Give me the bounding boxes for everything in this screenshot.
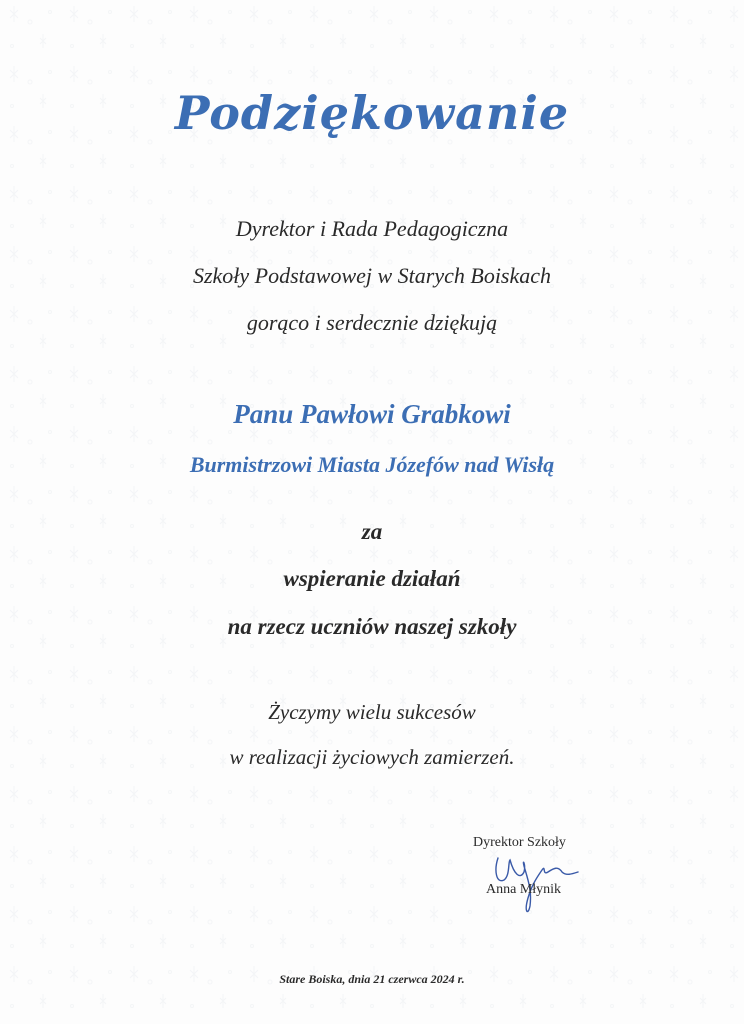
intro-line-3: gorąco i serdecznie dziękują — [246, 310, 498, 335]
reason-line-3: na rzecz uczniów naszej szkoły — [227, 614, 517, 639]
wish-line-1: Życzymy wielu sukcesów — [268, 700, 476, 724]
recipient-name: Panu Pawłowi Grabkowi — [233, 399, 511, 429]
signature-block — [460, 832, 610, 922]
signature-name: Anna Młynik — [486, 882, 562, 897]
wish-line-2: w realizacji życiowych zamierzeń. — [229, 745, 515, 769]
recipient-role: Burmistrzowi Miasta Józefów nad Wisłą — [189, 452, 555, 477]
signature-title: Dyrektor Szkoły — [473, 835, 566, 850]
certificate-title: Podziękowanie — [174, 86, 570, 140]
reason-line-1: za — [361, 519, 383, 544]
reason-line-2: wspieranie działań — [283, 566, 461, 591]
intro-line-2: Szkoły Podstawowej w Starych Boiskach — [192, 263, 552, 288]
intro-line-1: Dyrektor i Rada Pedagogiczna — [235, 216, 509, 241]
footer-place-date: Stare Boiska, dnia 21 czerwca 2024 r. — [279, 972, 465, 986]
